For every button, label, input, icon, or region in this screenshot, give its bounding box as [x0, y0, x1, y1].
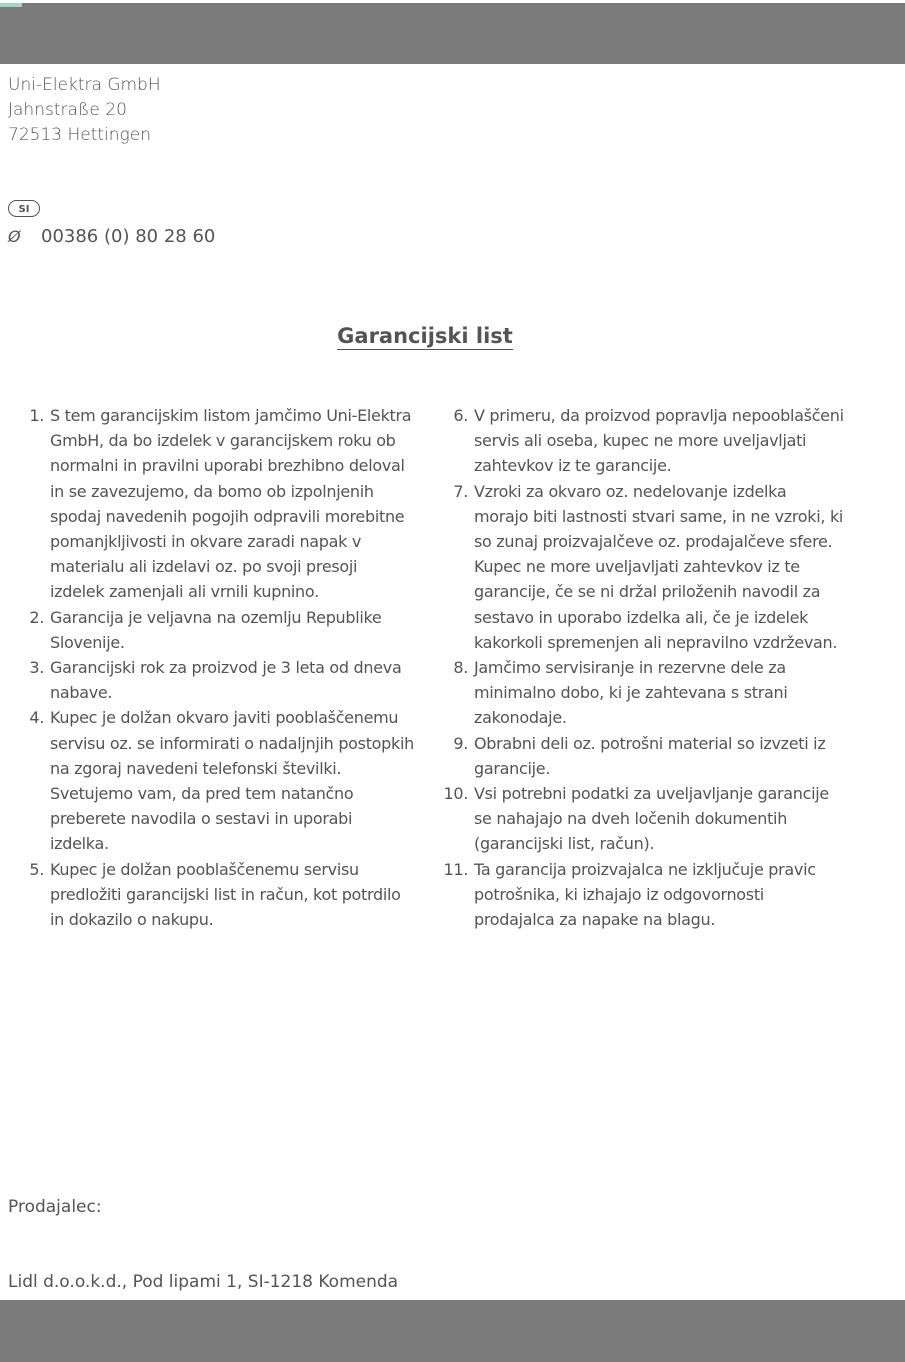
term-text: Ta garancija proizvajalca ne izključuje pravic potrošnika, ki izhajajo iz odgovornosti prodajalca za napake na blagu.: [474, 859, 816, 930]
term-number: 11.: [443, 859, 468, 879]
term-number: 1.: [29, 406, 44, 425]
term-item: [14, 655, 414, 705]
country-badge: SI: [8, 200, 40, 217]
term-text: Vzroki za okvaro oz. nedelovanje izdelka morajo biti lastnosti stvari same, in ne vzroki, ki so zunaj proizvajalčeve oz. prodajalčeve sfere. Kupec ne more uveljavljati zahtevkov iz te garancije, če se ni držal priloženih navodil za sestavo in uporabo izdelka ali, če je izdelek kakorkoli spremenjen ali nepravilno vzdrževan.: [474, 481, 844, 652]
term-number: 10.: [443, 784, 468, 804]
header-bar: [0, 3, 905, 64]
page-title: [0, 322, 850, 350]
footer-bar: [0, 1300, 905, 1362]
term-text: Obrabni deli oz. potrošni material so izvzeti iz garancije.: [474, 733, 826, 778]
term-item: [14, 403, 414, 605]
terms-column-right: [434, 403, 844, 932]
city-address: 72513 Hettingen: [8, 125, 151, 145]
header-accent: [0, 3, 22, 7]
term-number: 3.: [29, 658, 44, 678]
term-text: V primeru, da proizvod popravlja nepooblaščeni servis ali oseba, kupec ne more uveljavljati zahtevkov iz te garancije.: [474, 406, 844, 476]
term-item: [434, 403, 844, 479]
term-text: Vsi potrebni podatki za uveljavljanje garancije se nahajajo na dveh ločenih dokumentih (garancijski list, račun).: [474, 784, 829, 854]
term-number: 5.: [29, 859, 44, 879]
manufacturer-address: [8, 73, 161, 148]
company-name: Uni-Elektra GmbH: [8, 75, 161, 95]
term-item: [434, 655, 844, 731]
term-item: [14, 705, 414, 856]
term-number: 8.: [453, 658, 468, 678]
seller-label: Prodajalec:: [8, 1197, 102, 1217]
page-title-text: Garancijski list: [337, 324, 513, 348]
term-text: Garancija je veljavna na ozemlju Republike Slovenije.: [50, 607, 382, 652]
phone-number: 00386 (0) 80 28 60: [41, 226, 216, 247]
term-item: [14, 605, 414, 655]
term-number: 9.: [453, 733, 468, 753]
term-item: [434, 479, 844, 655]
phone-row: [8, 224, 215, 250]
term-number: 2.: [29, 607, 44, 627]
term-text: S tem garancijskim listom jamčimo Uni-Elektra GmbH, da bo izdelek v garancijskem roku ob normalni in pravilni uporabi brezhibno deloval in se zavezujemo, da bomo ob izpolnjenih spodaj navedenih pogojih odpravili morebitne pomanjkljivosti in okvare zaradi napak v materialu ali izdelavi oz. po svoji presoji izdelek zamenjali ali vrnili kupnino.: [50, 406, 412, 602]
term-item: [14, 857, 414, 933]
term-number: 4.: [29, 708, 44, 728]
term-item: [434, 731, 844, 781]
phone-icon: Ø: [8, 227, 21, 246]
terms-column-left: [14, 403, 414, 932]
street-address: Jahnstraße 20: [8, 100, 127, 120]
seller-address: Lidl d.o.o.k.d., Pod lipami 1, SI-1218 Komenda: [8, 1272, 399, 1292]
term-item: [434, 781, 844, 857]
term-number: 6.: [453, 406, 468, 425]
term-number: 7.: [453, 481, 468, 501]
term-text: Kupec je dolžan okvaro javiti pooblaščenemu servisu oz. se informirati o nadaljnjih postopkih na zgoraj navedeni telefonski številki. Svetujemo vam, da pred tem natančno preberete navodila o sestavi in uporabi izdelka.: [50, 708, 414, 854]
term-text: Jamčimo servisiranje in rezervne dele za minimalno dobo, ki je zahtevana s strani zakonodaje.: [474, 658, 788, 728]
term-text: Garancijski rok za proizvod je 3 leta od dneva nabave.: [50, 658, 402, 703]
term-item: [434, 857, 844, 933]
term-text: Kupec je dolžan pooblaščenemu servisu predložiti garancijski list in račun, kot potrdilo in dokazilo o nakupu.: [50, 859, 401, 930]
